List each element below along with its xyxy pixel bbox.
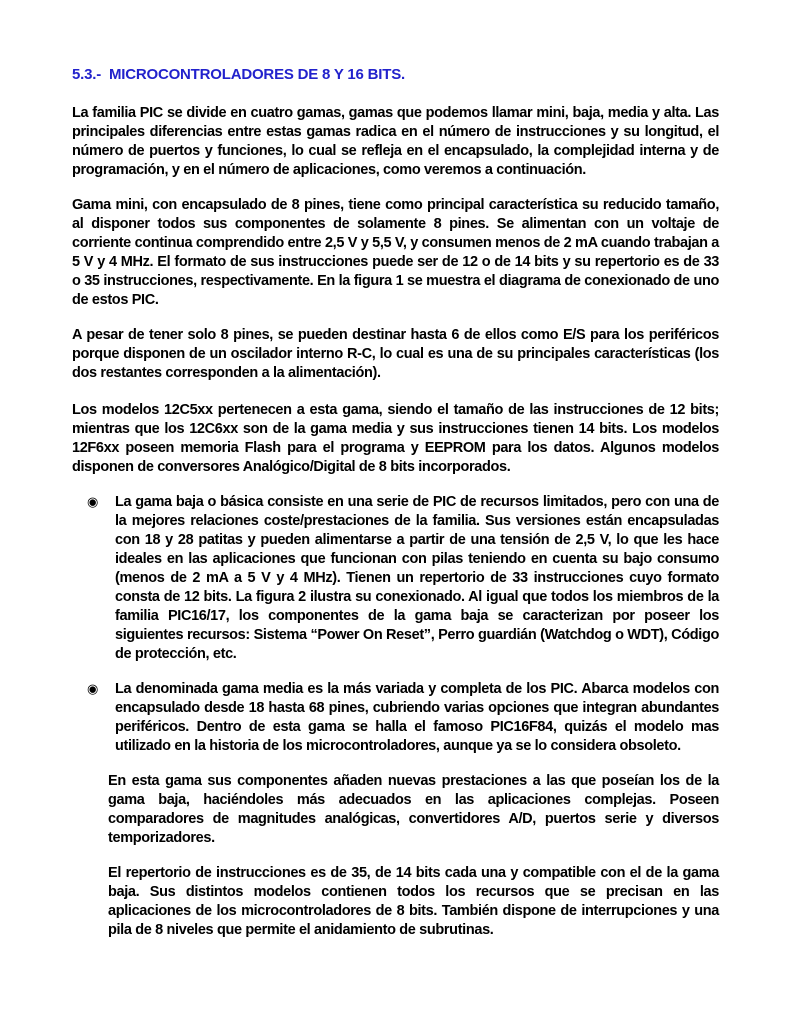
bullet-item-gama-baja xyxy=(87,493,719,664)
section-heading: 5.3.- MICROCONTROLADORES DE 8 Y 16 BITS. xyxy=(72,66,405,83)
paragraph-pines-es: A pesar de tener solo 8 pines, se pueden destinar hasta 6 de ellos como E/S para los periféricos porque disponen de un oscilador interno R-C, lo cual es una de su principales características (los dos restantes corresponden a la alimentación). xyxy=(72,327,719,381)
paragraph-repertorio-35: El repertorio de instrucciones es de 35, de 14 bits cada una y compatible con el de la gama baja. Sus distintos modelos contienen todos los recursos que se precisan en las aplicaciones de los microcontroladores de 8 bits. También dispone de interrupciones y una pila de 8 niveles que permite el anidamiento de subrutinas. xyxy=(108,865,719,938)
paragraph-familia-pic: La familia PIC se divide en cuatro gamas, gamas que podemos llamar mini, baja, media y alta. Las principales diferencias entre estas gamas radica en el número de instrucciones y su longitud, el número de puertos y funciones, lo cual se refleja en el encapsulado, la complejidad interna y de programación, y en el número de aplicaciones, como veremos a continuación. xyxy=(72,105,719,178)
fisheye-bullet-icon: ◉ xyxy=(87,682,98,697)
paragraph-nuevas-prestaciones: En esta gama sus componentes añaden nuevas prestaciones a las que poseían los de la gama baja, haciéndoles más adecuados en las aplicaciones complejas. Poseen comparadores de magnitudes analógicas, convertidores A/D, puertos serie y diversos temporizadores. xyxy=(108,773,719,846)
paragraph-gama-mini: Gama mini, con encapsulado de 8 pines, tiene como principal característica su reducido tamaño, al disponer todos sus componentes de solamente 8 pines. Se alimentan con un voltaje de corriente continua comprendido entre 2,5 V y 5,5 V, y consumen menos de 2 mA cuando trabajan a 5 V y 4 MHz. El formato de sus instrucciones puede ser de 12 o de 14 bits y su repertorio es de 33 o 35 instrucciones, respectivamente. En la figura 1 se muestra el diagrama de conexionado de uno de estos PIC. xyxy=(72,197,719,308)
bullet-text-gama-baja: La gama baja o básica consiste en una serie de PIC de recursos limitados, pero con una de la mejores relaciones coste/prestaciones de la familia. Sus versiones están encapsuladas con 18 y 28 patitas y pueden alimentarse a partir de una tensión de 2,5 V, lo que les hace ideales en las aplicaciones que funcionan con pilas teniendo en cuenta su bajo consumo (menos de 2 mA a 5 V y 4 MHz). Tienen un repertorio de 33 instrucciones cuyo formato consta de 12 bits. La figura 2 ilustra su conexionado. Al igual que todos los miembros de la familia PIC16/17, los componentes de la gama baja se caracterizan por poseer los siguientes recursos: Sistema “Power On Reset”, Perro guardián (Watchdog o WDT), Código de protección, etc. xyxy=(115,494,719,662)
bullet-item-gama-media xyxy=(87,680,719,756)
paragraph-modelos-12c5xx: Los modelos 12C5xx pertenecen a esta gama, siendo el tamaño de las instrucciones de 12 bits; mientras que los 12C6xx son de la gama media y sus instrucciones tienen 14 bits. Los modelos 12F6xx poseen memoria Flash para el programa y EEPROM para los datos. Algunos modelos disponen de conversores Analógico/Digital de 8 bits incorporados. xyxy=(72,402,719,475)
fisheye-bullet-icon: ◉ xyxy=(87,495,98,510)
bullet-text-gama-media: La denominada gama media es la más variada y completa de los PIC. Abarca modelos con encapsulado desde 18 hasta 68 pines, cubriendo varias opciones que integran abundantes periféricos. Dentro de esta gama se halla el famoso PIC16F84, quizás el modelo mas utilizado en la historia de los microcontroladores, aunque ya se lo considera obsoleto. xyxy=(115,681,719,754)
